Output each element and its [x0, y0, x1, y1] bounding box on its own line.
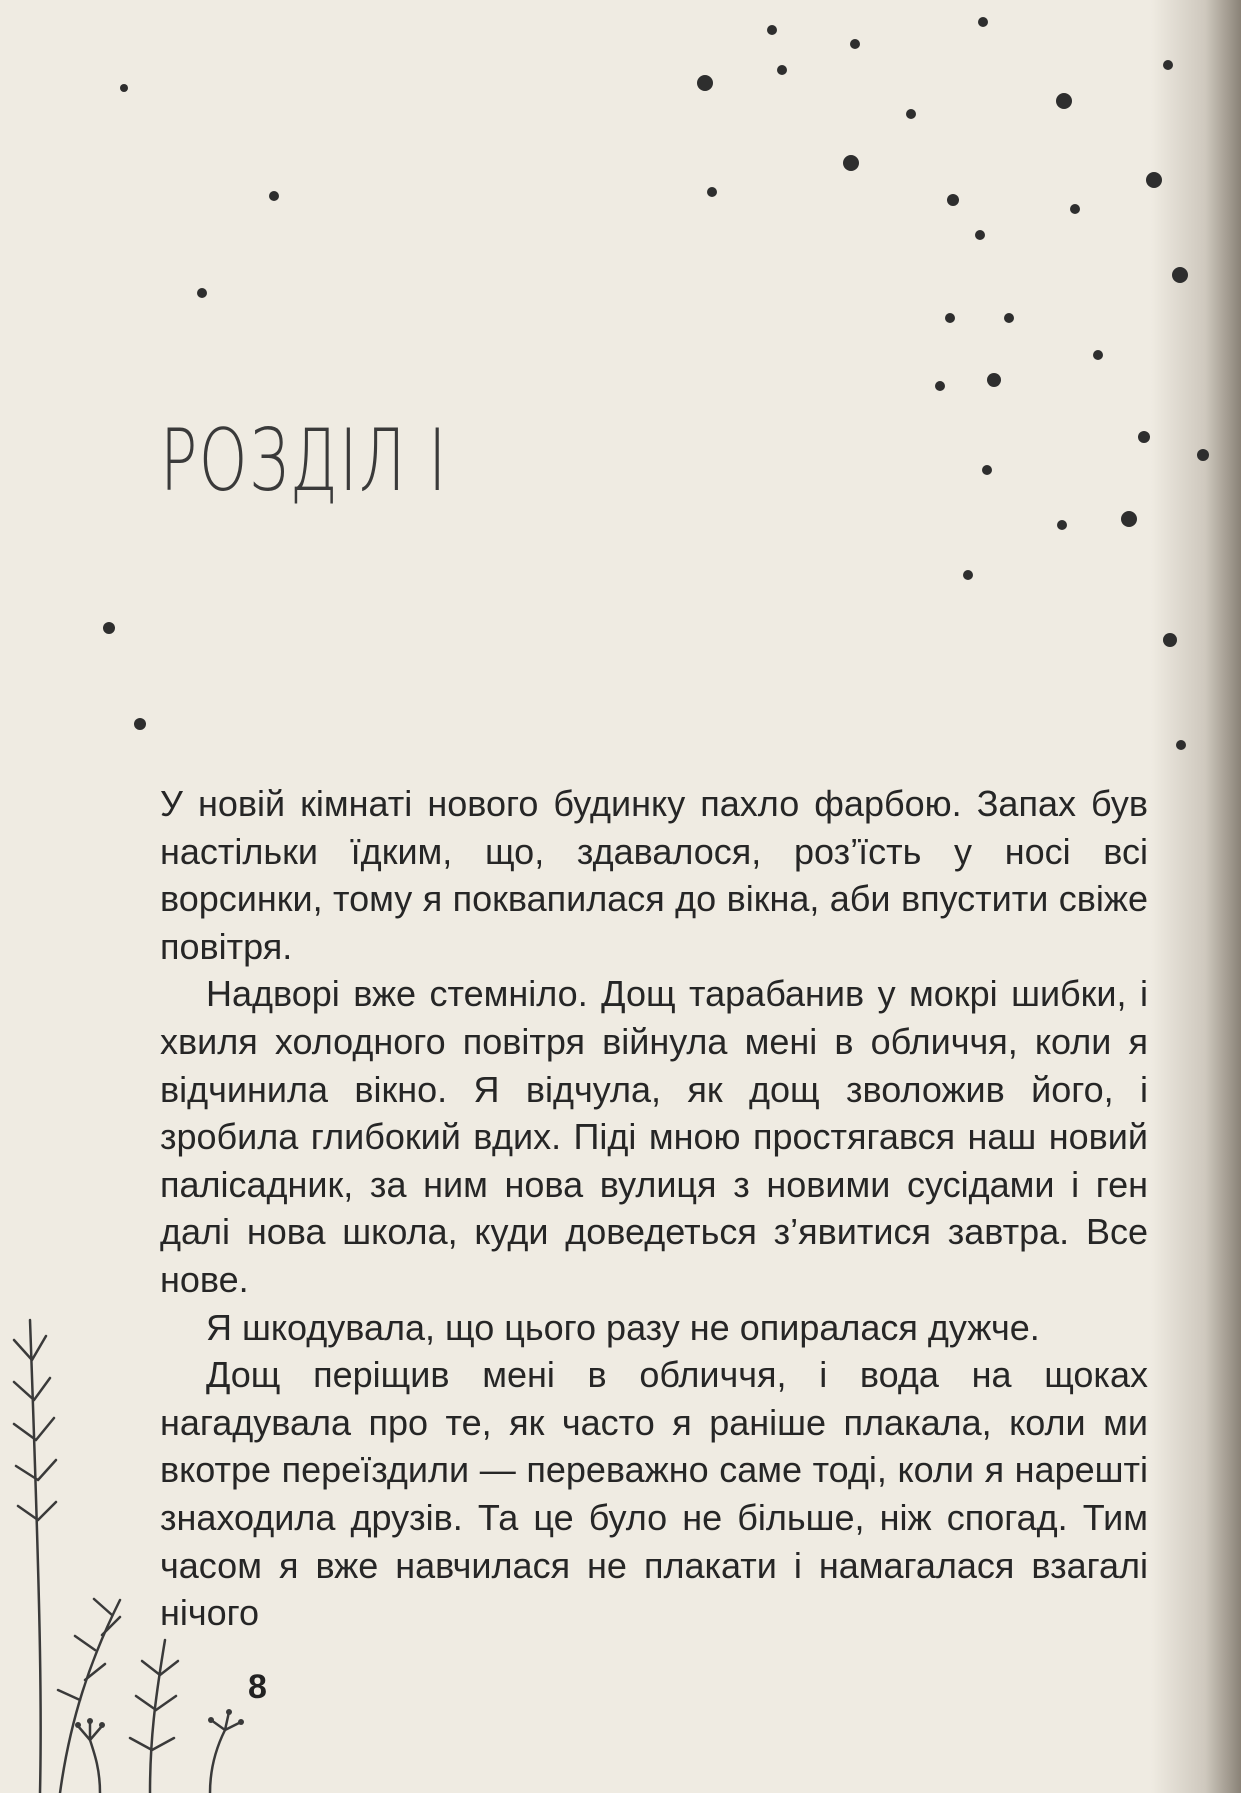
- paragraph: У новій кімнаті нового будинку пахло фарбою. Запах був настільки їдким, що, здавалося, роз’їсть у носі всі ворсинки, тому я поквапилася до вікна, аби впустити свіже повітря.: [160, 783, 1148, 967]
- page-number: 8: [248, 1668, 267, 1706]
- paragraph: Я шкодувала, що цього разу не опиралася дужче.: [206, 1306, 1040, 1348]
- paragraph: Надворі вже стемніло. Дощ тарабанив у мокрі шибки, і хвиля холодного повітря війнула мені в обличчя, коли я відчинила вікно. Я відчула, як дощ зволожив його, і зробила глибокий вдих. Піді мною простягався наш новий палісадник, за ним нова вулиця з новими сусідами і ген далі нова школа, куди доведеться з’явитися завтра. Все нове.: [160, 973, 1148, 1300]
- body-text: [160, 780, 1148, 1637]
- star-dots-decoration: [0, 0, 1241, 800]
- chapter-title: РОЗДІЛ І: [160, 411, 448, 511]
- paragraph: Дощ періщив мені в обличчя, і вода на щоках нагадувала про те, як часто я раніше плакала, коли ми вкотре переїздили — переважно саме тоді, коли я нарешті знаходила друзів. Та це було не більше, ніж спогад. Тим часом я вже навчилася не плакати і намагалася взагалі нічого: [160, 1354, 1148, 1634]
- plant-illustration: [0, 1300, 280, 1793]
